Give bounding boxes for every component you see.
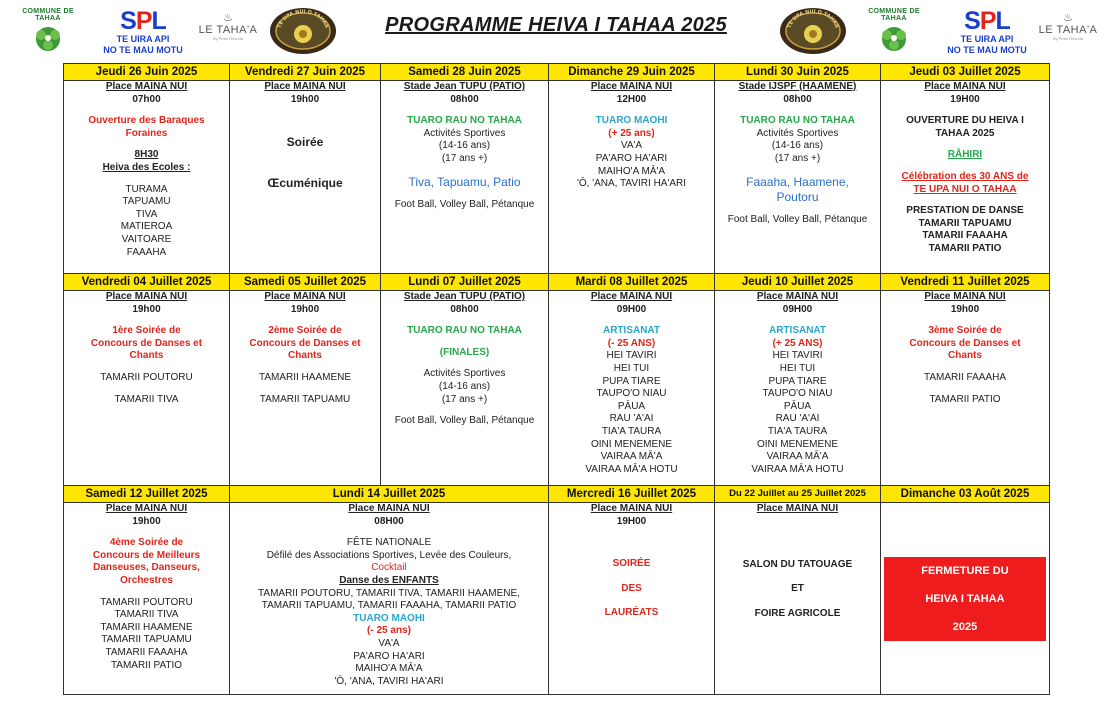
day-header: Vendredi 11 Juillet 2025 — [881, 274, 1050, 291]
day-header: Dimanche 03 Août 2025 — [881, 486, 1050, 503]
day-header: Mercredi 16 Juillet 2025 — [549, 486, 715, 503]
day-header: Du 22 Juillet au 25 Juillet 2025 — [715, 486, 881, 503]
event-cell: Place MAINA NUI 19h00 1ère Soirée de Concours de Danses et Chants TAMARII POUTORU TAMARII TIVA — [64, 291, 230, 486]
event-cell: Place MAINA NUI 19h00 4ème Soirée de Concours de Meilleurs Danseuses, Danseurs, Orchestres TAMARII POUTORU TAMARII TIVA TAMARII HAAMENE TAMARII TAPUAMU TAMARII FAAAHA TAMARII PATIO — [64, 503, 230, 695]
day-header: Lundi 07 Juillet 2025 — [381, 274, 549, 291]
event-cell: Place MAINA NUI 19h00 2ème Soirée de Concours de Danses et Chants TAMARII HAAMENE TAMARII TAPUAMU — [230, 291, 381, 486]
event-cell: Place MAINA NUI 09H00 ARTISANAT (+ 25 ANS) HEI TAVIRI HEI TUI PUPA TIARE TAUPO'O NIAU PĀUA RAU 'A'AI TIA'A TAURA OINI MENEMENE VAIRAA MĀ'A VAIRAA MĀ'A HOTU — [715, 291, 881, 486]
event-cell: Stade IJSPF (HAAMENE) 08h00 TUARO RAU NO TAHAA Activités Sportives (14-16 ans) (17 ans +) Faaaha, Haamene, Poutoru Foot Ball, Volley Ball, Pétanque — [715, 81, 881, 274]
event-row — [64, 503, 1050, 695]
commune-label: COMMUNE DE TAHAA — [22, 8, 74, 22]
closing-banner: FERMETURE DU HEIVA I TAHAA 2025 — [884, 557, 1046, 641]
event-cell: Place MAINA NUI SALON DU TATOUAGE ET FOIRE AGRICOLE — [715, 503, 881, 695]
event-cell — [881, 503, 1050, 695]
day-header: Dimanche 29 Juin 2025 — [549, 64, 715, 81]
page-title: PROGRAMME HEIVA I TAHAA 2025 — [385, 14, 727, 36]
day-header-row — [64, 64, 1050, 81]
day-header: Vendredi 27 Juin 2025 — [230, 64, 381, 81]
day-header: Samedi 28 Juin 2025 — [381, 64, 549, 81]
day-header: Mardi 08 Juillet 2025 — [549, 274, 715, 291]
day-header: Samedi 12 Juillet 2025 — [64, 486, 230, 503]
day-header: Jeudi 03 Juillet 2025 — [881, 64, 1050, 81]
day-header-row — [64, 486, 1050, 503]
svg-text:TE UPA NUI O TAHAA: TE UPA NUI O TAHAA — [276, 8, 330, 29]
event-cell: Place MAINA NUI 19h00 Soirée Œcuménique — [230, 81, 381, 274]
resort-icon: ♨ — [1063, 12, 1073, 24]
spl-logo-left: SPL TE UIRA API NO TE MAU MOTU — [103, 7, 183, 55]
day-header-row — [64, 274, 1050, 291]
resort-icon: ♨ — [223, 12, 233, 24]
day-header: Jeudi 26 Juin 2025 — [64, 64, 230, 81]
event-row — [64, 291, 1050, 486]
letahaa-logo-left: ♨ LE TAHA'A By Pearl Resorts — [196, 12, 260, 41]
day-header: Lundi 30 Juin 2025 — [715, 64, 881, 81]
day-header: Jeudi 10 Juillet 2025 — [715, 274, 881, 291]
event-cell: Place MAINA NUI 12H00 TUARO MAOHI (+ 25 ans) VA'A PA'ARO HA'ARI MAIHO'A MĀ'A 'Ō, 'ANA, TAVIRI HA'ARI — [549, 81, 715, 274]
svg-text:TE UPA NUI O TAHAA: TE UPA NUI O TAHAA — [786, 8, 840, 29]
spl-logo-right: SPL TE UIRA API NO TE MAU MOTU — [947, 7, 1027, 55]
day-header: Samedi 05 Juillet 2025 — [230, 274, 381, 291]
commune-logo-right: COMMUNE DE TAHAA — [858, 8, 930, 59]
event-cell: Stade Jean TUPU (PATIO) 08h00 TUARO RAU NO TAHAA (FINALES) Activités Sportives (14-16 ans) (17 ans +) Foot Ball, Volley Ball, Pétanque — [381, 291, 549, 486]
day-header: Vendredi 04 Juillet 2025 — [64, 274, 230, 291]
event-cell: Place MAINA NUI 19H00 SOIRÉE DES LAURÉATS — [549, 503, 715, 695]
program-table — [63, 63, 1050, 695]
event-cell: Place MAINA NUI 07h00 Ouverture des Baraques Foraines 8H30 Heiva des Ecoles : TURAMA TAPUAMU TIVA MATIEROA VAITOARE FAAAHA — [64, 81, 230, 274]
event-cell: Place MAINA NUI 19H00 OUVERTURE DU HEIVA I TAHAA 2025 RĀHIRI Célébration des 30 ANS de TE UPA NUI O TAHAA PRESTATION DE DANSE TAMARII TAPUAMU TAMARII FAAAHA TAMARII PATIO — [881, 81, 1050, 274]
letahaa-logo-right: ♨ LE TAHA'A By Pearl Resorts — [1036, 12, 1100, 41]
header — [0, 0, 1114, 62]
seal-logo-right — [778, 6, 848, 56]
event-cell: Place MAINA NUI 08H00 FÊTE NATIONALE Défilé des Associations Sportives, Levée des Couleurs, Cocktail Danse des ENFANTS TAMARII POUTORU, TAMARII TIVA, TAMARII HAAMENE, TAMARII TAPUAMU, TAMARII FAAAHA, TAMARII PATIO TUARO MAOHI (- 25 ans) VA'A PA'ARO HA'ARI MAIHO'A MĀ'A 'Ō, 'ANA, TAVIRI HA'ARI — [230, 503, 549, 695]
event-row — [64, 81, 1050, 274]
flower-icon — [30, 24, 66, 54]
seal-logo-left — [268, 6, 338, 56]
flower-icon — [876, 24, 912, 54]
event-cell: Stade Jean TUPU (PATIO) 08h00 TUARO RAU NO TAHAA Activités Sportives (14-16 ans) (17 ans +) Tiva, Tapuamu, Patio Foot Ball, Volley Ball, Pétanque — [381, 81, 549, 274]
event-cell: Place MAINA NUI 19h00 3ème Soirée de Concours de Danses et Chants TAMARII FAAAHA TAMARII PATIO — [881, 291, 1050, 486]
commune-logo — [12, 8, 84, 59]
day-header: Lundi 14 Juillet 2025 — [230, 486, 549, 503]
event-cell: Place MAINA NUI 09H00 ARTISANAT (- 25 ANS) HEI TAVIRI HEI TUI PUPA TIARE TAUPO'O NIAU PĀUA RAU 'A'AI TIA'A TAURA OINI MENEMENE VAIRAA MĀ'A VAIRAA MĀ'A HOTU — [549, 291, 715, 486]
